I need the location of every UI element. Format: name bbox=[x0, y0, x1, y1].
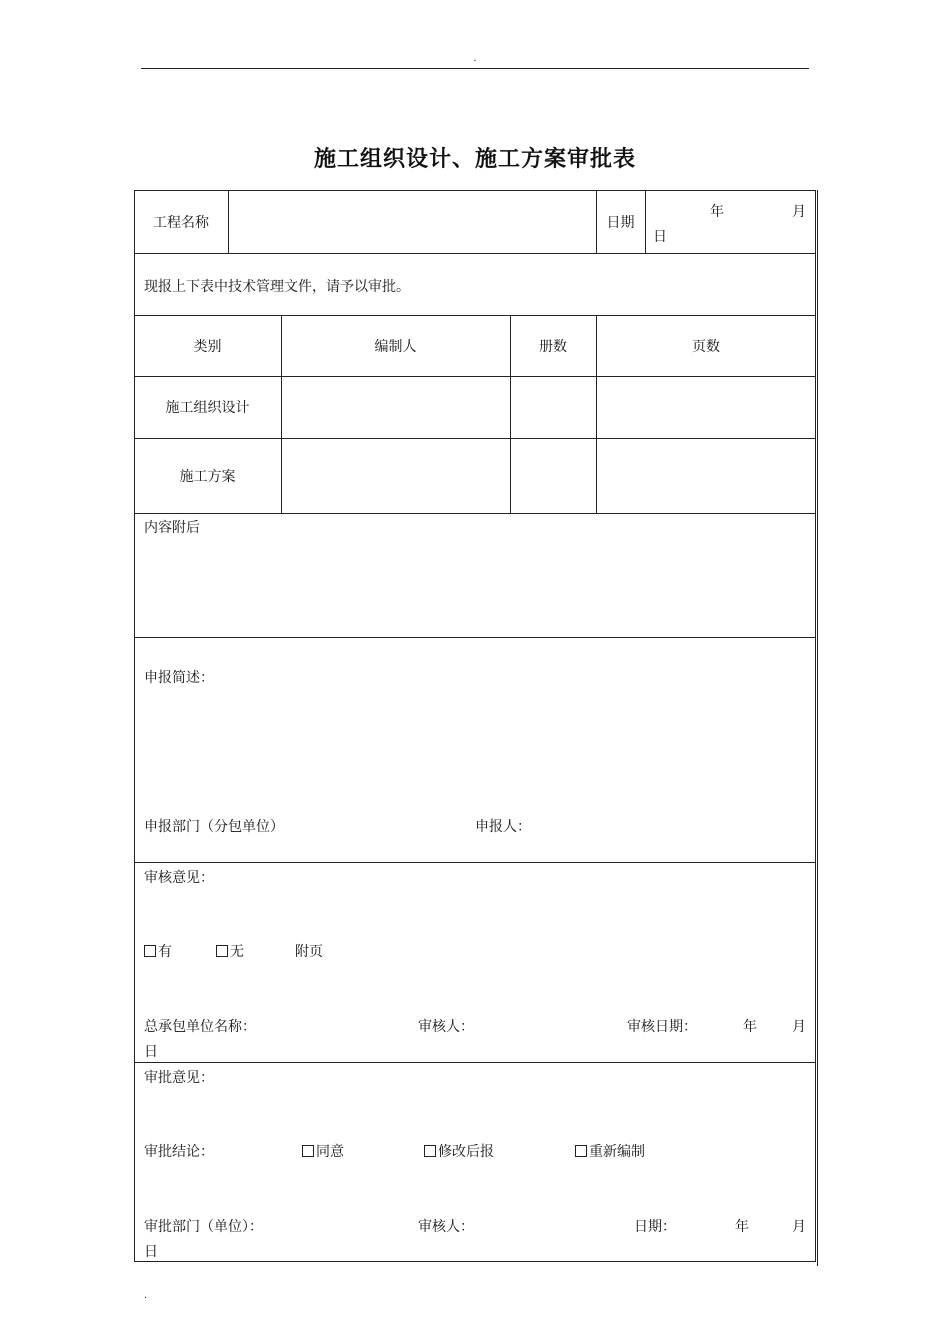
review-month: 月 bbox=[792, 1019, 806, 1035]
page-title: 施工组织设计、施工方案审批表 bbox=[313, 147, 636, 172]
row-compiler-field[interactable] bbox=[282, 377, 510, 438]
row-pages-field[interactable] bbox=[597, 439, 816, 513]
date-year: 年 bbox=[710, 204, 724, 220]
review-year: 年 bbox=[743, 1019, 757, 1035]
col-header-volumes: 册数 bbox=[539, 338, 567, 355]
checkbox-no-label: 无 bbox=[230, 944, 244, 960]
contractor-label: 总承包单位名称： bbox=[144, 1019, 256, 1035]
header-rule bbox=[141, 68, 809, 69]
approval-year: 年 bbox=[735, 1219, 749, 1235]
applicant-dept-label: 申报部门（分包单位） bbox=[144, 819, 284, 835]
checkbox-yes-label: 有 bbox=[158, 944, 172, 960]
checkbox-revise-label: 修改后报 bbox=[438, 1144, 494, 1160]
conclusion-label: 审批结论： bbox=[144, 1144, 214, 1160]
rule-row6 bbox=[134, 637, 816, 638]
review-opinion-label: 审核意见： bbox=[144, 870, 214, 886]
row-pages-field[interactable] bbox=[597, 377, 816, 438]
review-day: 日 bbox=[144, 1044, 158, 1060]
row-volumes-field[interactable] bbox=[511, 439, 596, 513]
frame-right-edge bbox=[817, 190, 818, 1266]
row-category: 施工方案 bbox=[179, 468, 236, 485]
date-day: 日 bbox=[653, 229, 667, 245]
checkbox-icon bbox=[575, 1145, 587, 1157]
date-field[interactable] bbox=[646, 191, 816, 253]
rule-row8 bbox=[134, 1062, 816, 1063]
date-month: 月 bbox=[792, 204, 806, 220]
checkbox-icon bbox=[144, 945, 156, 957]
checkbox-redo[interactable] bbox=[575, 1143, 645, 1161]
col-header-pages: 页数 bbox=[692, 338, 720, 355]
attached-label: 内容附后 bbox=[144, 520, 200, 536]
approver-label: 审核人： bbox=[418, 1219, 474, 1235]
rule-row1 bbox=[134, 253, 816, 254]
approval-date-label: 日期： bbox=[634, 1219, 676, 1235]
rule-row5 bbox=[134, 513, 816, 514]
checkbox-no[interactable] bbox=[216, 943, 244, 961]
review-date-label: 审核日期： bbox=[627, 1019, 697, 1035]
checkbox-icon bbox=[424, 1145, 436, 1157]
footer-mark: . bbox=[144, 1290, 148, 1301]
header-mark: . bbox=[473, 53, 477, 64]
approval-dept-label: 审批部门（单位）： bbox=[144, 1219, 263, 1235]
row-compiler-field[interactable] bbox=[282, 439, 510, 513]
summary-label: 申报简述： bbox=[144, 670, 214, 686]
date-label: 日期 bbox=[606, 214, 635, 231]
approval-month: 月 bbox=[792, 1219, 806, 1235]
attachment-label: 附页 bbox=[295, 944, 323, 960]
checkbox-agree-label: 同意 bbox=[316, 1144, 344, 1160]
applicant-label: 申报人： bbox=[475, 819, 531, 835]
checkbox-redo-label: 重新编制 bbox=[589, 1144, 645, 1160]
checkbox-revise[interactable] bbox=[424, 1143, 494, 1161]
project-name-field[interactable] bbox=[229, 191, 595, 253]
rule-row7 bbox=[134, 862, 816, 863]
approval-opinion-label: 审批意见： bbox=[144, 1070, 214, 1086]
checkbox-icon bbox=[302, 1145, 314, 1157]
checkbox-agree[interactable] bbox=[302, 1143, 344, 1161]
project-name-label: 工程名称 bbox=[153, 214, 209, 231]
col-header-compiler: 编制人 bbox=[374, 338, 417, 355]
intro-text: 现报上下表中技术管理文件，请予以审批。 bbox=[144, 279, 410, 295]
reviewer-label: 审核人： bbox=[418, 1019, 474, 1035]
approval-day: 日 bbox=[144, 1244, 158, 1260]
row-volumes-field[interactable] bbox=[511, 377, 596, 438]
col-header-category: 类别 bbox=[193, 338, 222, 355]
row-category: 施工组织设计 bbox=[165, 400, 250, 416]
checkbox-icon bbox=[216, 945, 228, 957]
checkbox-yes[interactable] bbox=[144, 943, 172, 961]
